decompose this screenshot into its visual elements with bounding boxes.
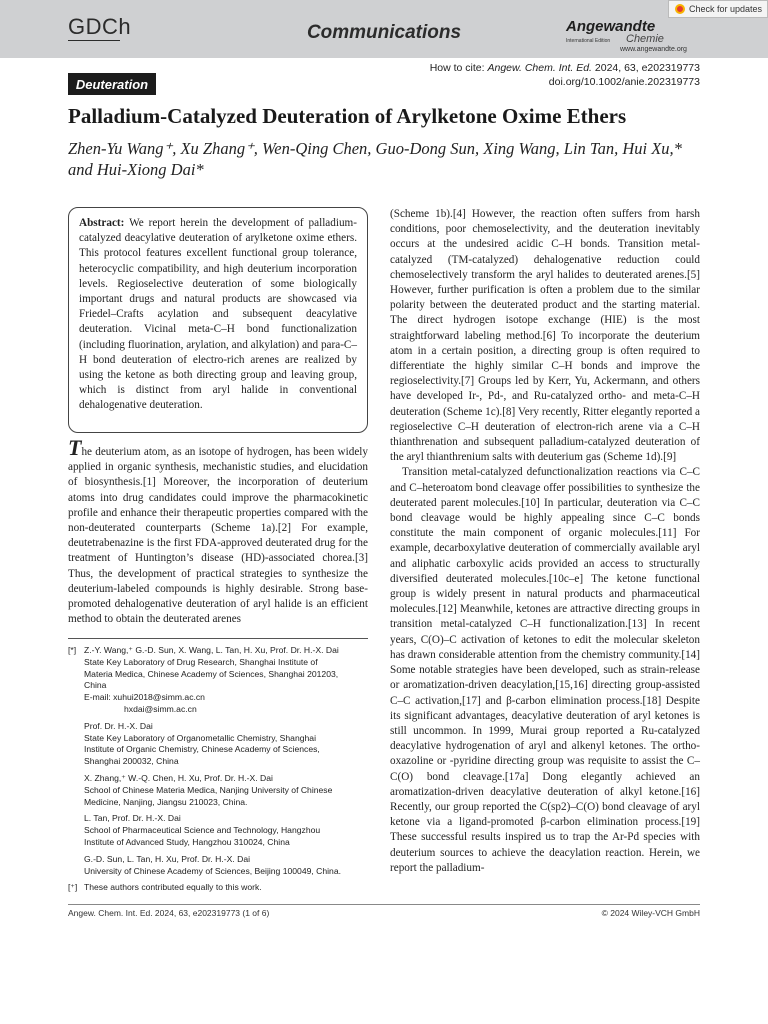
journal-url[interactable]: www.angewandte.org <box>620 46 687 53</box>
citation-volume: 2024, 63, e202319773 <box>591 62 700 74</box>
check-updates-label: Check for updates <box>689 4 763 14</box>
affiliation-line: L. Tan, Prof. Dr. H.-X. Dai <box>84 813 181 824</box>
affiliation-line: University of Chinese Academy of Sciences, Beijing 100049, China. <box>84 865 341 876</box>
article-title: Palladium-Catalyzed Deuteration of Arylketone Oxime Ethers <box>68 104 627 128</box>
affiliation-line: State Key Laboratory of Drug Research, Shanghai Institute of <box>84 656 318 667</box>
body-left-text: he deuterium atom, as an isotope of hydrogen, has been widely applied in organic synthesis, mechanistic studies, and elucidation of biosynthesis.[1] Moreover, the incorporation of deuterium atoms into drug candidates could improve the pharmacokinetic profile and enhance their therapeutic properties compared with the non-deuterated counterparts (Scheme 1a).[2] For example, deutetrabenazine is the first FDA-approved deuterated drug for the treatment of Huntington’s disease (HD)-associated chorea.[3] Thus, the development of practical strategies to synthesize the deuterium-labeled compounds is highly desirable. Strong base-promoted dehalogenative deuteration of aryl halide is an efficient method to obtain the deuterated arenes <box>68 446 368 626</box>
abstract-text: We report herein the development of palladium-catalyzed deacylative deuteration of arylketone oxime ethers. This protocol features excellent functional group tolerance, heterocyclic compatibility, and high deuterium incorporation levels. Regioselective deuteration of some biologically important drugs and natural products are showcased via Friedel–Crafts acylation and subsequent deacylative deuteration. Vicinal meta-C–H bond functionalization (including fluorination, arylation, and alkylation) and para-C–H bond deuteration of electro-rich arenes are realized by using the ketone as both directing group and leaving group, which is distinct from aryl halide in conventional dehalogenative deuteration. <box>79 217 357 412</box>
affiliation-line: E-mail: xuhui2018@simm.ac.cn <box>84 692 205 703</box>
affiliation-line: Materia Medica, Chinese Academy of Sciences, Shanghai 201203, <box>84 668 339 679</box>
affiliation-block <box>68 882 368 894</box>
journal-logo-sub: Chemie <box>626 33 664 45</box>
doi-link[interactable]: doi.org/10.1002/anie.202319773 <box>548 76 700 88</box>
affiliation-line: China <box>84 680 107 691</box>
affiliation-mark <box>68 813 84 848</box>
section-title: Communications <box>306 22 462 43</box>
affiliation-text <box>84 645 339 716</box>
topic-badge: Deuteration <box>68 73 156 95</box>
affiliation-line: Medicine, Nanjing, Jiangsu 210023, China. <box>84 796 248 807</box>
affiliation-line: Shanghai 200032, China <box>84 756 179 767</box>
affiliation-divider <box>68 638 368 639</box>
body-left-column <box>68 435 368 627</box>
affiliation-line: G.-D. Sun, L. Tan, H. Xu, Prof. Dr. H.-X. Dai <box>84 853 251 864</box>
body-right-column <box>390 207 700 876</box>
affiliation-line: Z.-Y. Wang,⁺ G.-D. Sun, X. Wang, L. Tan, H. Xu, Prof. Dr. H.-X. Dai <box>84 645 339 655</box>
affiliation-line: Prof. Dr. H.-X. Dai <box>84 720 153 731</box>
body-right-paragraph-1: (Scheme 1b).[4] However, the reaction often suffers from harsh conditions, poor chemoselectivity, and the deuteration inevitably occurs at the undesired acidic C–H bonds. Transition metal-catalyzed (TM-catalyzed) dehalogenative reduction could chemoselectively transform the aryl halides to deuterated arenes.[5] However, further purification is often a problem due to the similar polarity between the deuterated product and the starting material. The direct hydrogen isotope exchange (HIE) is the most straightforward labeling method.[6] To incorporate the deuterium atom in a certain position, a directing group is often required to differentiate the highly similar C–H bonds and improve the regioselectivity.[7] Groups led by Kerr, Yu, Ackermann, and others have developed Ir-, Pd-, and Ru-catalyzed ortho- and meta-C–H deuteration (Scheme 1c).[8] Very recently, Ritter elegantly reported a regioselective C–H deuteration of electron-rich arene via a C–H thianthrenation and subsequent palladium-catalyzed deuteration of the aryl thianthrenium salts with deuterium gas (Scheme 1d).[9] <box>390 208 700 464</box>
affiliation-block <box>68 645 368 716</box>
citation-prefix: How to cite: <box>429 62 488 74</box>
abstract-box <box>68 207 368 433</box>
affiliation-mark: [*] <box>68 645 77 655</box>
publisher-logo: GDCh <box>68 14 132 39</box>
affiliation-line: State Key Laboratory of Organometallic Chemistry, Shanghai <box>84 732 316 743</box>
citation <box>430 61 700 89</box>
citation-journal: Angew. Chem. Int. Ed. <box>487 62 592 74</box>
affiliation-line: School of Chinese Materia Medica, Nanjing University of Chinese <box>84 784 333 795</box>
author-list: Zhen-Yu Wang⁺, Xu Zhang⁺, Wen-Qing Chen, Guo-Dong Sun, Xing Wang, Lin Tan, Hui Xu,* and Hui-Xiong Dai* <box>68 139 682 179</box>
affiliation-block <box>68 721 368 768</box>
affiliation-line: School of Pharmaceutical Science and Technology, Hangzhou <box>84 825 321 836</box>
check-updates-button[interactable] <box>668 0 768 18</box>
journal-logo: Angewandte <box>566 18 656 35</box>
affiliation-text <box>84 854 341 878</box>
body-right-paragraph-2: Transition metal-catalyzed defunctionalization reactions via C–C and C–heteroatom bond cleavage offer possibilities to synthesize the deuterated parent molecules.[10] In particular, deuteration via C–C bond cleavage would be highly appealing since C–C bonds constitute the main component of organic molecules.[11] For example, decarboxylative deuteration of commercially available aryl and aliphatic carboxylic acids provided an access to structurally diversified deuterated molecules.[10c–e] The ketone functional group is widely present in natural products and pharmaceutical molecules.[12] Meanwhile, ketones are attractive directing groups in transition metal-catalyzed C–H functionalization.[13] In recent years, C(O)–C activation of ketones to edit the molecular skeleton has drawn considerable attention from the chemistry community.[14] Some notable strategies have been developed, such as strain-release or aromatization-driven deacylation,[15,16] directing group-assisted C–C activation,[17] and β-carbon elimination process.[18] Despite its significant advantages, deacylative deuteration of aryl ketones is still uncommon. In 1999, Murai group reported a Ru-catalyzed deacylative hydrogenation of aryl and alkenyl ketones. The ortho-oxazoline or -pyridine directing group was requisite to assist the C–C(O) bond cleavage.[17a] Dong elegantly achieved an aromatization-driven deacylative deuteration of alkyl ketone.[16] Recently, our group reported the C(sp2)–C(O) bond cleavage of aryl ketone via a ligand-promoted β-carbon elimination process.[19] These successful results inspired us to trap the Ar-Pd species with deuterium sources to achieve the deacylation reaction. Herein, we report the palladium- <box>390 466 700 874</box>
affiliation-text <box>84 721 320 768</box>
affiliation-line: These authors contributed equally to this work. <box>84 882 262 893</box>
affiliation-text <box>84 773 332 808</box>
affiliation-block <box>68 813 368 848</box>
affiliations <box>68 645 368 899</box>
journal-subline: International Edition <box>566 38 611 44</box>
footer-divider <box>68 904 700 905</box>
affiliation-mark <box>68 773 84 808</box>
affiliation-line: Institute of Advanced Study, Hangzhou 310024, China <box>84 836 290 847</box>
affiliation-text <box>84 813 320 848</box>
affiliation-line: Institute of Organic Chemistry, Chinese Academy of Sciences, <box>84 744 320 755</box>
abstract-label: Abstract: <box>79 217 125 229</box>
affiliation-line: hxdai@simm.ac.cn <box>124 703 197 714</box>
affiliation-block <box>68 773 368 808</box>
affiliation-mark: [⁺] <box>68 882 78 893</box>
footer-citation: Angew. Chem. Int. Ed. 2024, 63, e202319773 (1 of 6) <box>68 908 270 918</box>
affiliation-line: X. Zhang,⁺ W.-Q. Chen, H. Xu, Prof. Dr. H.-X. Dai <box>84 772 273 783</box>
affiliation-block <box>68 854 368 878</box>
footer-copyright: © 2024 Wiley-VCH GmbH <box>601 908 700 918</box>
affiliation-mark <box>68 721 84 768</box>
journal-header <box>0 0 768 58</box>
affiliation-mark <box>68 854 84 878</box>
crossmark-icon <box>675 4 685 14</box>
affiliation-text <box>84 882 262 894</box>
drop-cap: T <box>68 435 82 460</box>
